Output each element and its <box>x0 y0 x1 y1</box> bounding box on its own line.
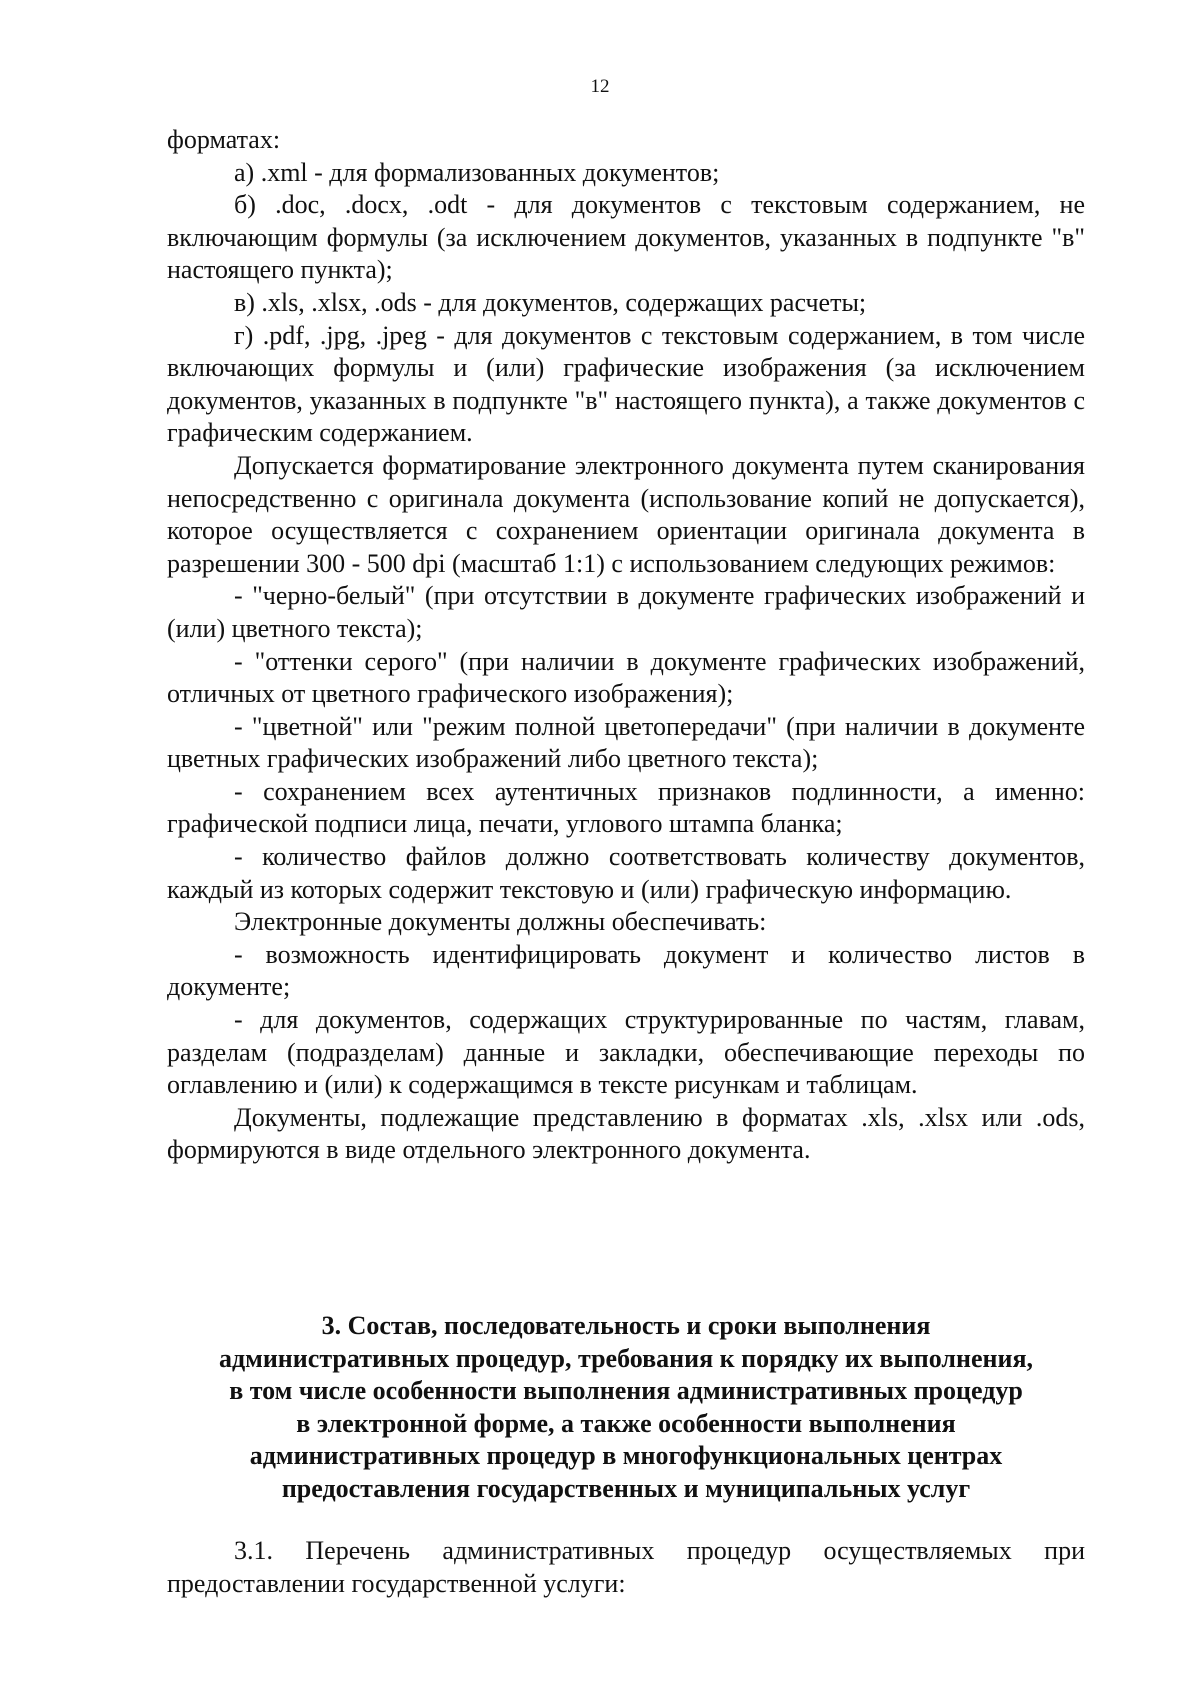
paragraph: в) .xls, .xlsx, .ods - для документов, содержащих расчеты; <box>234 287 867 317</box>
paragraph: - возможность идентифицировать документ и количество листов в документе; <box>167 939 1085 1002</box>
closing-text <box>167 1535 1085 1600</box>
paragraph: форматах: <box>167 125 281 154</box>
paragraph: - сохранением всех аутентичных признаков подлинности, а именно: графической подписи лица, печати, углового штампа бланка; <box>167 776 1085 839</box>
section-heading-line: административных процедур, требования к порядку их выполнения, <box>218 1343 1034 1373</box>
section-heading-line: административных процедур в многофункциональных центрах <box>249 1441 1003 1470</box>
body-text <box>167 124 1085 1167</box>
section-heading-line: 3. Состав, последовательность и сроки выполнения <box>321 1311 931 1340</box>
paragraph: г) .pdf, .jpg, .jpeg - для документов с текстовым содержанием, в том числе включающих формулы и (или) графические изображения (за исключением документов, указанных в подпункте "в" настоящего пункта), а также документов с графическим содержанием. <box>167 320 1085 448</box>
paragraph: - "цветной" или "режим полной цветопередачи" (при наличии в документе цветных графических изображений либо цветного текста); <box>167 711 1085 774</box>
paragraph: а) .xml - для формализованных документов; <box>234 157 720 187</box>
section-heading-line: в электронной форме, а также особенности выполнения <box>296 1408 956 1438</box>
section-heading-line: в том числе особенности выполнения административных процедур <box>229 1376 1023 1405</box>
section-heading <box>167 1310 1085 1505</box>
page-number: 12 <box>590 76 610 97</box>
paragraph: - "оттенки серого" (при наличии в документе графических изображений, отличных от цветного графического изображения); <box>167 646 1085 709</box>
section-heading-line: предоставления государственных и муниципальных услуг <box>281 1473 971 1503</box>
paragraph: 3.1. Перечень административных процедур осуществляемых при предоставлении государственной услуги: <box>167 1536 1085 1598</box>
paragraph: Допускается форматирование электронного документа путем сканирования непосредственно с оригинала документа (использование копий не допускается), которое осуществляется с сохранением ориентации оригинала документа в разрешении 300 - 500 dpi (масштаб 1:1) с использованием следующих режимов: <box>167 450 1085 578</box>
paragraph: Электронные документы должны обеспечивать: <box>234 907 767 937</box>
paragraph: - для документов, содержащих структурированные по частям, главам, разделам (подразделам) данные и закладки, обеспечивающие переходы по оглавлению и (или) к содержащимся в тексте рисункам и таблицам. <box>167 1005 1085 1100</box>
paragraph: Документы, подлежащие представлению в форматах .xls, .xlsx или .ods, формируются в виде отдельного электронного документа. <box>167 1102 1085 1165</box>
paragraph: - "черно-белый" (при отсутствии в документе графических изображений и (или) цветного текста); <box>167 581 1085 643</box>
paragraph: - количество файлов должно соответствовать количеству документов, каждый из которых содержит текстовую и (или) графическую информацию. <box>167 842 1085 904</box>
paragraph: б) .doc, .docx, .odt - для документов с текстовым содержанием, не включающим формулы (за исключением документов, указанных в подпункте "в" настоящего пункта); <box>167 190 1085 285</box>
